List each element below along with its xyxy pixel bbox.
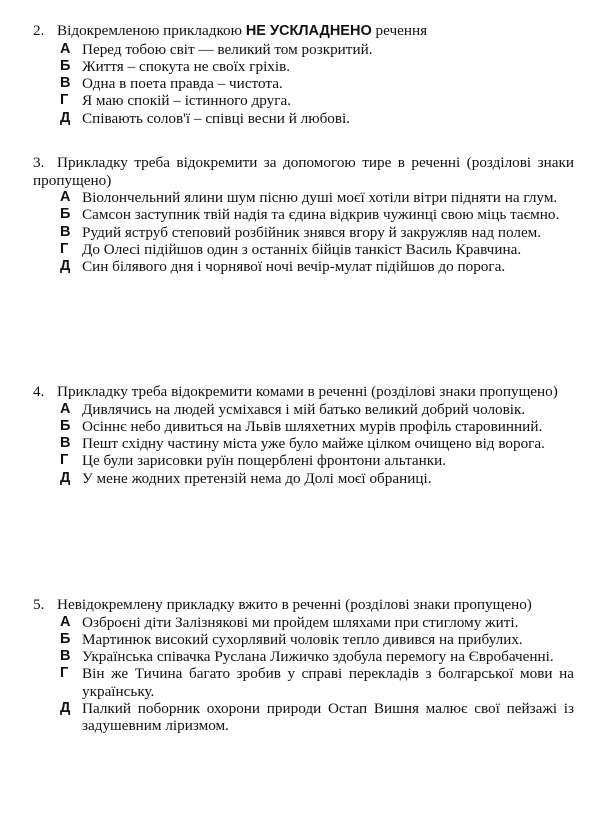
- answer-option-v[interactable]: [60, 75, 574, 92]
- question-prompt: [33, 383, 574, 401]
- answer-option-h[interactable]: [60, 665, 574, 700]
- answer-option-d[interactable]: [60, 470, 574, 487]
- question-prompt: [33, 22, 574, 41]
- answer-option-a[interactable]: [60, 41, 574, 58]
- option-letter: Д: [60, 109, 71, 126]
- option-letter: А: [60, 189, 71, 205]
- option-letter: В: [60, 435, 71, 452]
- question-number: 3.: [33, 154, 45, 171]
- option-text: Мартинюк високий сухорлявий чоловік тепло дивився на прибулих.: [82, 630, 523, 648]
- answer-option-a[interactable]: [60, 614, 574, 631]
- option-letter: А: [60, 40, 71, 57]
- option-letter: Д: [60, 469, 71, 486]
- option-letter: Б: [60, 417, 71, 434]
- option-text: Палкий поборник охорони природи Остап Вишня малює свої пейзажі із задушевним ліризмом.: [82, 699, 574, 735]
- question-text: Прикладку треба відокремити комами в реченні (розділові знаки пропущено): [57, 383, 558, 400]
- answer-option-h[interactable]: [60, 92, 574, 109]
- question-4: [0, 383, 612, 487]
- option-letter: А: [60, 400, 71, 417]
- question-prompt: [33, 596, 574, 614]
- question-text-after: речення: [371, 22, 428, 39]
- answer-option-b[interactable]: [60, 418, 574, 435]
- answer-option-a[interactable]: [60, 401, 574, 418]
- option-text: Віолончельний ялини шум пісню душі моєї хотіли вітри підняти на глум.: [82, 189, 558, 206]
- question-text-before: Відокремленою прикладкою: [57, 22, 246, 39]
- question-number: 4.: [33, 383, 45, 400]
- option-text: Одна в поета правда – чистота.: [82, 75, 283, 93]
- option-letter: В: [60, 648, 71, 665]
- option-text: Я маю спокій – істинного друга.: [82, 92, 291, 110]
- option-text: Українська співачка Руслана Лижичко здобула перемогу на Євробаченні.: [82, 648, 554, 666]
- answer-option-b[interactable]: [60, 58, 574, 75]
- option-letter: Г: [60, 92, 69, 109]
- option-text: Рудий яструб степовий розбійник знявся вгору й закружляв над полем.: [82, 223, 542, 241]
- option-text: Життя – спокута не своїх гріхів.: [82, 57, 291, 75]
- answer-option-v[interactable]: [60, 435, 574, 452]
- question-3: [0, 154, 612, 275]
- option-letter: Д: [60, 699, 71, 716]
- question-number: 5.: [33, 596, 45, 613]
- option-text: Озброєні діти Залізнякові ми пройдем шляхами при стиглому житі.: [82, 613, 519, 631]
- option-text: Дивлячись на людей усміхався і мій батько великий добрий чоловік.: [82, 400, 526, 418]
- answer-option-a[interactable]: [60, 189, 574, 206]
- option-text: Пешт східну частину міста уже було майже цілком очищено від ворога.: [82, 435, 545, 453]
- option-letter: В: [60, 75, 71, 92]
- option-text: Осіннє небо дивиться на Львів шляхетних мурів профіль старовинний.: [82, 417, 543, 435]
- option-letter: Б: [60, 630, 71, 647]
- question-text: Невідокремлену прикладку вжито в реченні (розділові знаки пропущено): [57, 596, 532, 613]
- answer-option-h[interactable]: [60, 241, 574, 258]
- question-2: [0, 22, 612, 127]
- answer-option-b[interactable]: [60, 206, 574, 223]
- option-text: Самсон заступник твій надія та єдина відкрив чужинці свою міць таємно.: [82, 206, 560, 224]
- option-letter: Г: [60, 240, 69, 257]
- answer-option-d[interactable]: [60, 258, 574, 275]
- answer-option-d[interactable]: [60, 110, 574, 127]
- question-text-emphasis: НЕ УСКЛАДНЕНО: [245, 23, 372, 39]
- question-text: Прикладку треба відокремити за допомогою тире в реченні (розділові знаки пропущено): [33, 154, 574, 189]
- option-letter: А: [60, 613, 71, 630]
- option-letter: Б: [60, 206, 71, 223]
- answer-option-v[interactable]: [60, 648, 574, 665]
- answer-option-b[interactable]: [60, 631, 574, 648]
- option-letter: Г: [60, 665, 69, 682]
- question-prompt: [33, 154, 574, 189]
- question-number: 2.: [33, 22, 45, 39]
- option-text: У мене жодних претензій нема до Долі моєї обраниці.: [82, 469, 432, 487]
- option-letter: В: [60, 223, 71, 240]
- option-letter: Б: [60, 57, 71, 74]
- question-5: [0, 596, 612, 735]
- option-text: До Олесі підійшов один з останніх бійців танкіст Василь Кравчина.: [82, 240, 522, 258]
- option-letter: Г: [60, 452, 69, 469]
- option-text: Перед тобою світ — великий том розкритий.: [82, 40, 373, 58]
- option-text: Він же Тичина багато зробив у справі перекладів з болгарської мови на українську.: [82, 665, 574, 700]
- answer-option-v[interactable]: [60, 224, 574, 241]
- option-text: Син білявого дня і чорнявої ночі вечір-мулат підійшов до порога.: [82, 258, 506, 276]
- option-letter: Д: [60, 258, 71, 275]
- answer-option-d[interactable]: [60, 700, 574, 735]
- answer-option-h[interactable]: [60, 452, 574, 469]
- option-text: Співають солов'ї – співці весни й любові.: [82, 109, 351, 127]
- option-text: Це були зарисовки руїн пощерблені фронтони альтанки.: [82, 452, 447, 470]
